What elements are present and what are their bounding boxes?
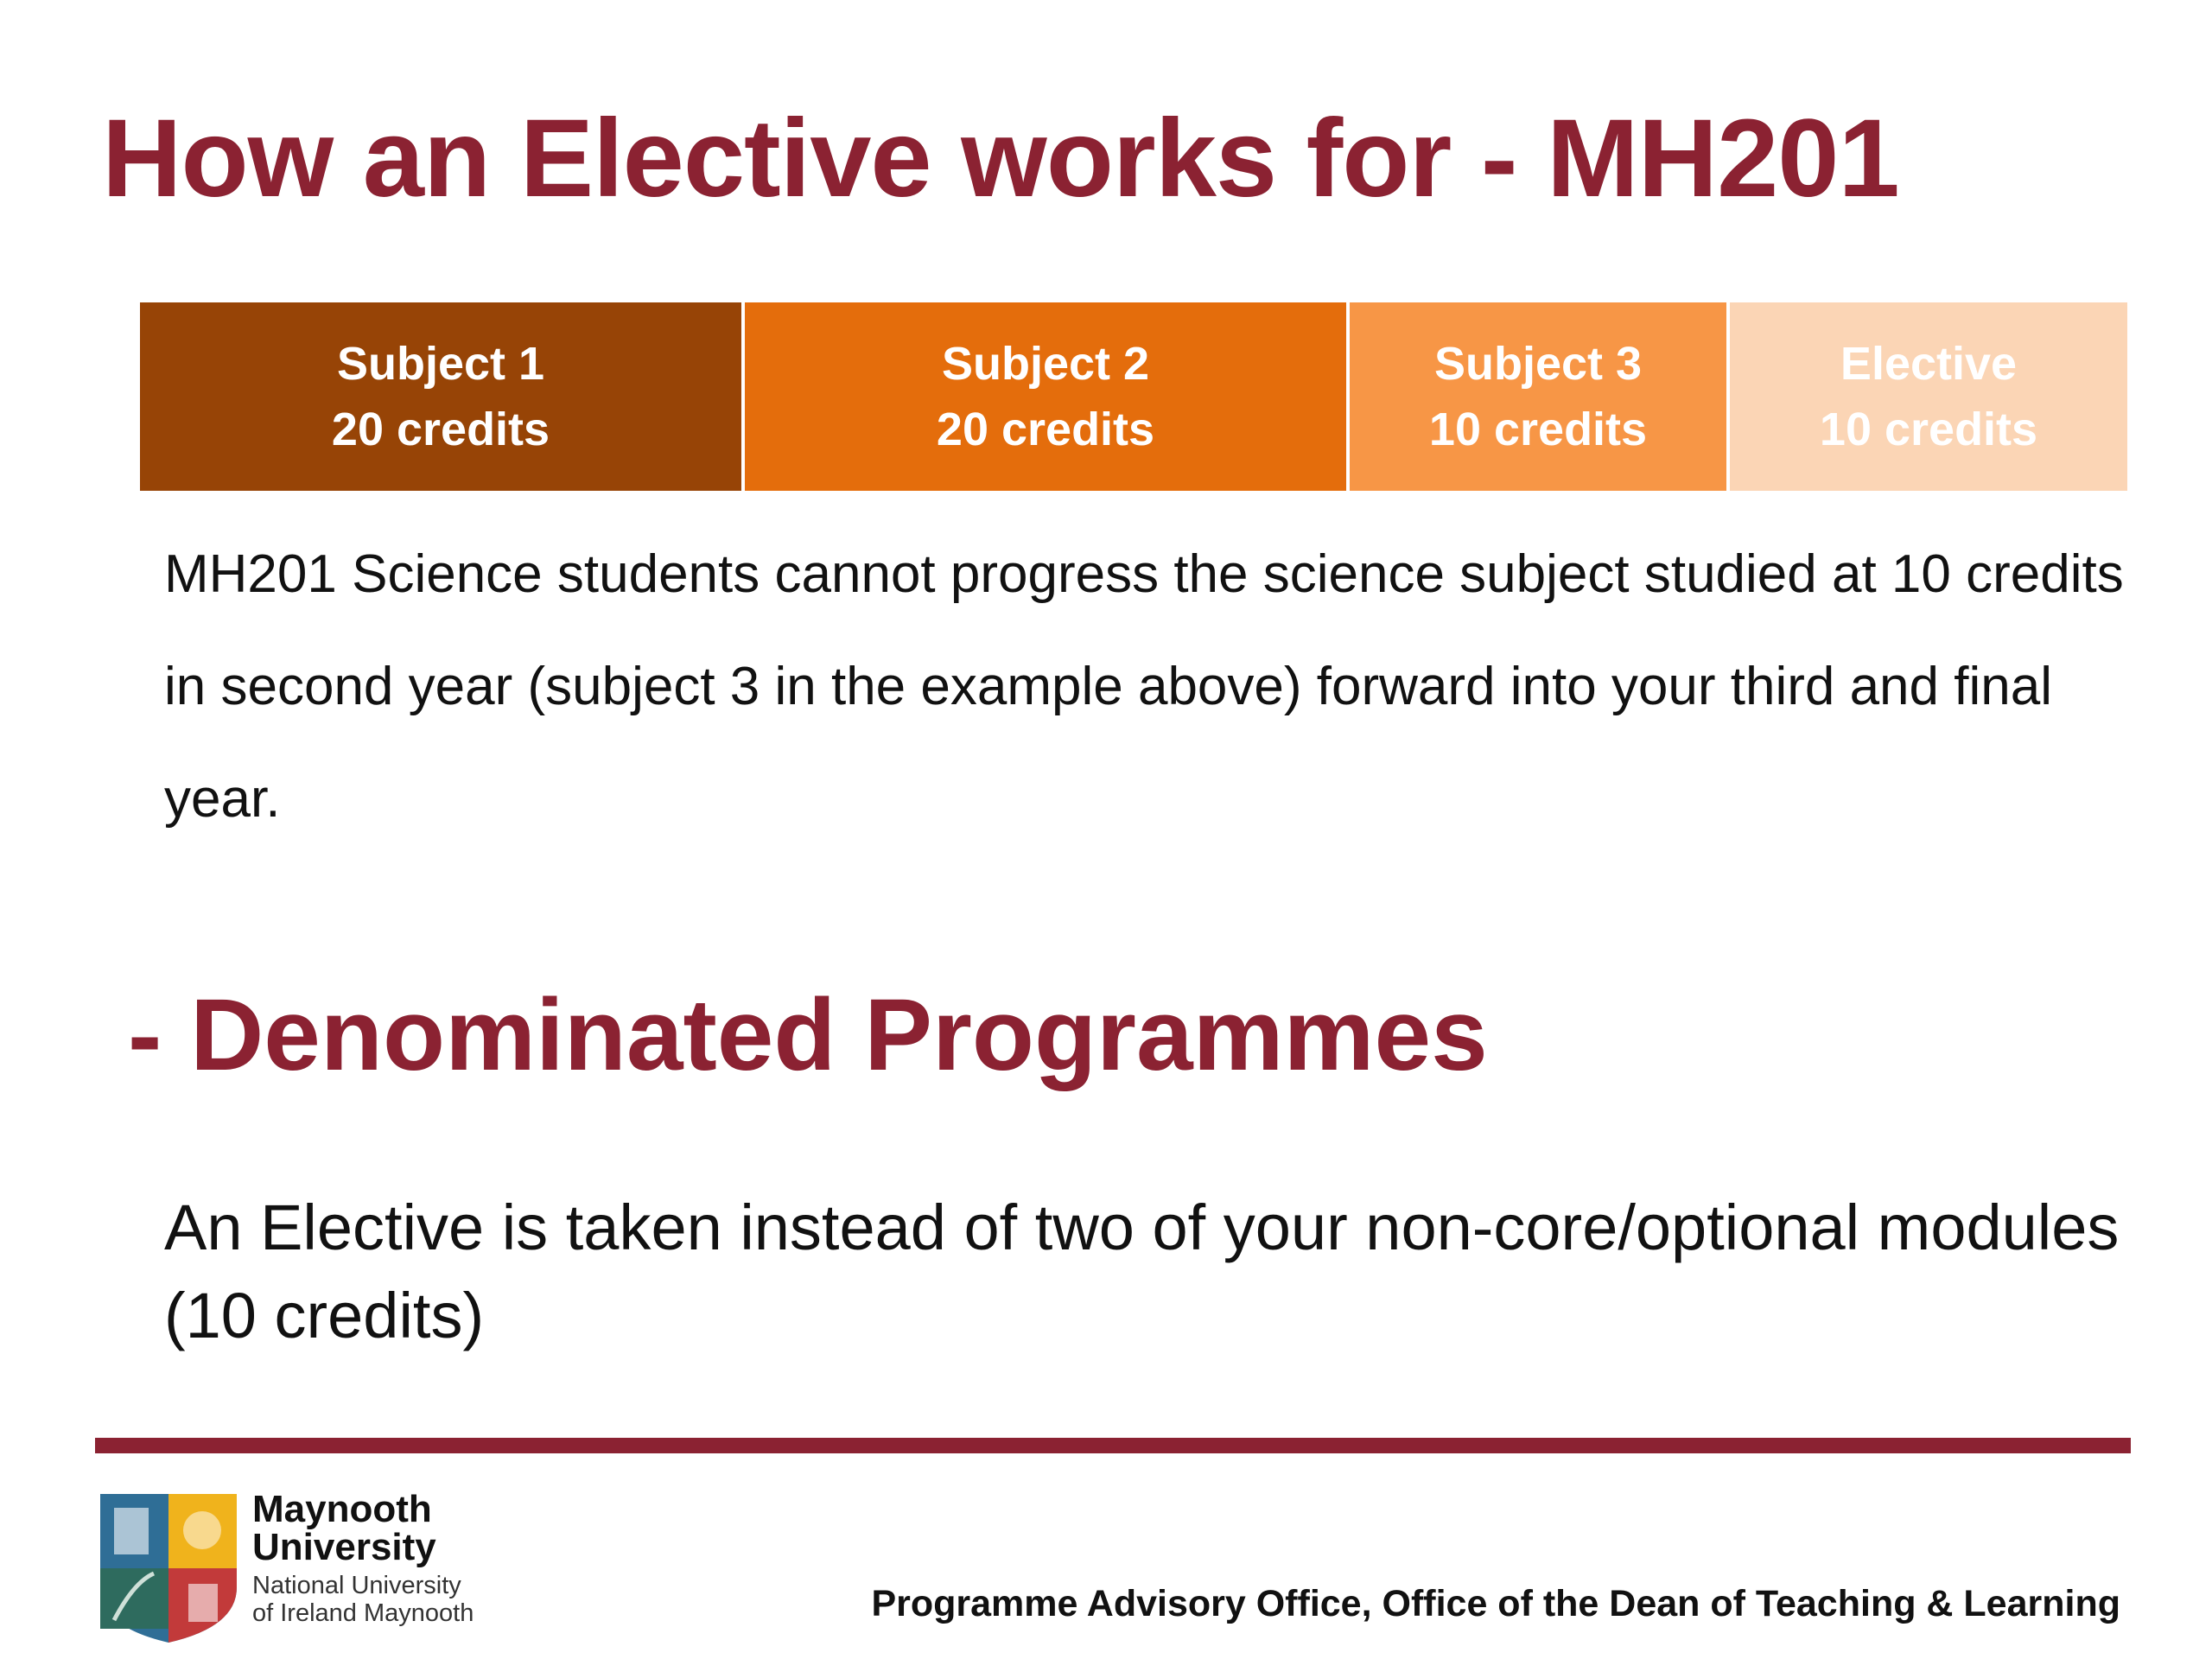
logo-name-line-1: Maynooth <box>252 1488 432 1530</box>
logo-sub-line-2: of Ireland Maynooth <box>252 1599 474 1627</box>
credit-segment-name: Subject 3 <box>1433 338 1643 390</box>
credit-segment-credits: 10 credits <box>1819 404 2038 455</box>
credit-segment-name: Elective <box>1840 338 2018 390</box>
credit-segment-name: Subject 2 <box>941 338 1150 390</box>
credit-segment-name: Subject 1 <box>336 338 545 390</box>
credit-segment-credits: 10 credits <box>1428 404 1648 455</box>
university-wordmark <box>252 1488 474 1627</box>
credit-segment-2 <box>745 302 1350 491</box>
logo-sub-line-1: National University <box>252 1572 461 1599</box>
denominated-elective-note: An Elective is taken instead of two of your non-core/optional modules (10 credits) <box>164 1192 2120 1351</box>
credit-bar <box>140 302 2127 491</box>
credit-segment-1 <box>140 302 745 491</box>
slide-title: How an Elective works for - MH201 <box>102 97 1899 220</box>
credit-segment-credits: 20 credits <box>936 404 1155 455</box>
credit-segment-3 <box>1350 302 1730 491</box>
footer-credit: Programme Advisory Office, Office of the Dean of Teaching & Learning <box>871 1583 2120 1624</box>
credit-segment-credits: 20 credits <box>331 404 550 455</box>
logo-name-line-2: University <box>252 1526 436 1568</box>
university-crest-icon <box>97 1491 240 1649</box>
footer-divider <box>95 1438 2131 1453</box>
credit-segment-4 <box>1730 302 2127 491</box>
mh201-progression-note: MH201 Science students cannot progress the science subject studied at 10 credits in second year (subject 3 in the example above) forward into your third and final year. <box>164 544 2124 829</box>
logo-subtitle <box>252 1572 474 1627</box>
denominated-programmes-heading: - Denominated Programmes <box>128 978 1488 1092</box>
